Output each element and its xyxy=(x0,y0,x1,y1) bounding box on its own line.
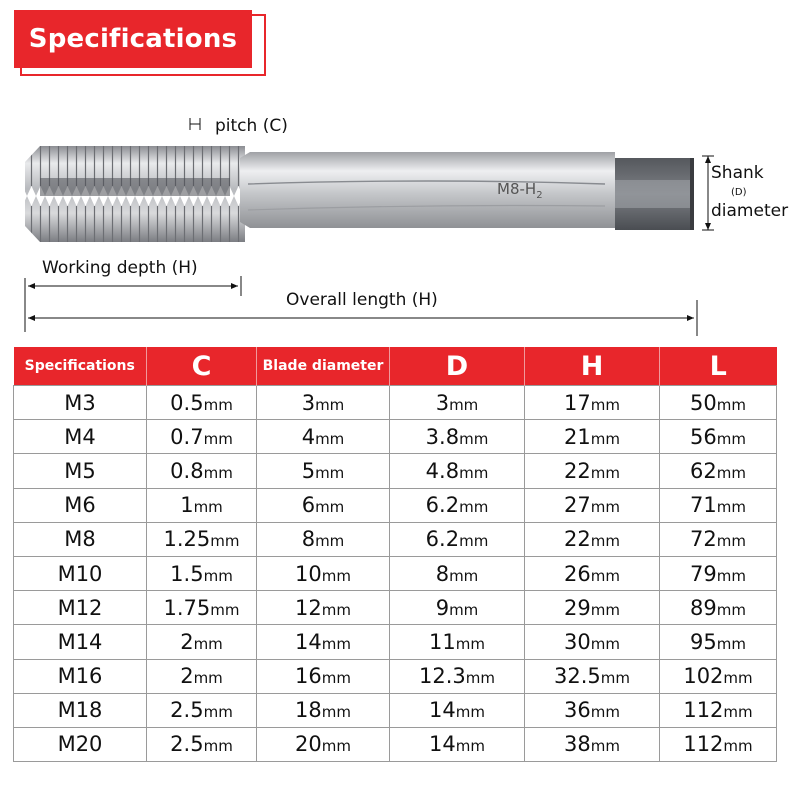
cell-blade-diameter xyxy=(257,556,390,590)
spec-table xyxy=(13,347,777,762)
cell-h xyxy=(525,522,660,556)
cell-blade-diameter xyxy=(257,488,390,522)
cell-unit: mm xyxy=(455,737,485,756)
cell-unit: mm xyxy=(449,566,479,585)
cell-value: 12.3 xyxy=(419,664,466,689)
cell-value: 4.8 xyxy=(425,458,460,483)
cell-value: 62 xyxy=(690,458,717,483)
cell-value: 1.75 xyxy=(163,595,211,620)
cell-unit: mm xyxy=(193,669,223,688)
cell-value: M5 xyxy=(64,458,96,483)
cell-value: 6.2 xyxy=(425,493,460,518)
cell-value: 11 xyxy=(429,629,456,654)
header-d: D xyxy=(390,347,525,386)
cell-c xyxy=(147,556,257,590)
cell-spec xyxy=(14,659,147,693)
cell-blade-diameter xyxy=(257,420,390,454)
table-row xyxy=(14,454,777,488)
cell-blade-diameter xyxy=(257,454,390,488)
cell-unit: mm xyxy=(590,566,620,585)
cell-value: 2.5 xyxy=(170,732,204,757)
cell-value: 6 xyxy=(301,493,316,518)
header-c: C xyxy=(147,347,257,386)
cell-value: 56 xyxy=(690,424,717,449)
cell-unit: mm xyxy=(315,429,345,448)
cell-h xyxy=(525,488,660,522)
cell-h xyxy=(525,556,660,590)
cell-unit: mm xyxy=(459,429,489,448)
cell-value: M3 xyxy=(64,390,96,415)
cell-unit: mm xyxy=(315,532,345,551)
cell-l xyxy=(660,659,777,693)
cell-c xyxy=(147,693,257,727)
cell-value: M8 xyxy=(64,527,96,552)
cell-unit: mm xyxy=(210,600,240,619)
cell-blade-diameter xyxy=(257,386,390,420)
cell-unit: mm xyxy=(590,737,620,756)
cell-blade-diameter xyxy=(257,591,390,625)
cell-value: 5 xyxy=(301,458,316,483)
cell-unit: mm xyxy=(203,566,233,585)
cell-d xyxy=(390,659,525,693)
cell-l xyxy=(660,625,777,659)
cell-l xyxy=(660,420,777,454)
overall-length-label: Overall length (H) xyxy=(286,290,438,310)
cell-value: 8 xyxy=(435,561,450,586)
cell-value: 17 xyxy=(564,390,591,415)
cell-value: 4 xyxy=(301,424,316,449)
cell-value: 12 xyxy=(295,595,322,620)
cell-unit: mm xyxy=(449,600,479,619)
cell-value: 0.7 xyxy=(170,424,204,449)
cell-d xyxy=(390,727,525,761)
cell-blade-diameter xyxy=(257,693,390,727)
cell-value: M18 xyxy=(57,698,103,723)
cell-value: 6.2 xyxy=(425,527,460,552)
cell-blade-diameter xyxy=(257,522,390,556)
cell-unit: mm xyxy=(315,395,345,414)
cell-unit: mm xyxy=(465,669,495,688)
cell-unit: mm xyxy=(449,395,479,414)
header-blade-diameter: Blade diameter xyxy=(257,347,390,386)
cell-unit: mm xyxy=(321,600,351,619)
cell-value: 1.25 xyxy=(163,527,211,552)
table-row xyxy=(14,420,777,454)
cell-value: 2 xyxy=(180,629,194,654)
cell-unit: mm xyxy=(459,532,489,551)
cell-l xyxy=(660,386,777,420)
cell-spec xyxy=(14,420,147,454)
cell-value: 29 xyxy=(564,595,591,620)
cell-unit: mm xyxy=(315,463,345,482)
cell-value: 0.5 xyxy=(170,390,204,415)
cell-value: 9 xyxy=(435,595,450,620)
tap-shaft xyxy=(240,152,615,228)
pitch-marker xyxy=(190,118,200,130)
cell-h xyxy=(525,625,660,659)
cell-value: 38 xyxy=(564,732,591,757)
cell-spec xyxy=(14,488,147,522)
cell-h xyxy=(525,454,660,488)
cell-value: 36 xyxy=(564,698,591,723)
cell-spec xyxy=(14,522,147,556)
table-row xyxy=(14,727,777,761)
cell-c xyxy=(147,420,257,454)
cell-unit: mm xyxy=(193,498,223,517)
cell-unit: mm xyxy=(193,634,223,653)
cell-unit: mm xyxy=(203,463,233,482)
cell-unit: mm xyxy=(321,566,351,585)
cell-unit: mm xyxy=(590,532,620,551)
tap-diagram xyxy=(0,100,800,345)
cell-value: M14 xyxy=(57,629,103,654)
cell-unit: mm xyxy=(203,395,233,414)
cell-l xyxy=(660,693,777,727)
cell-unit: mm xyxy=(590,395,620,414)
cell-c xyxy=(147,727,257,761)
cell-value: 27 xyxy=(564,493,591,518)
shank-label: Shank xyxy=(711,163,764,183)
cell-value: 79 xyxy=(690,561,717,586)
cell-unit: mm xyxy=(716,634,746,653)
cell-unit: mm xyxy=(590,498,620,517)
cell-unit: mm xyxy=(203,737,233,756)
cell-spec xyxy=(14,727,147,761)
cell-value: 21 xyxy=(564,424,591,449)
cell-value: 102 xyxy=(683,664,724,689)
cell-c xyxy=(147,386,257,420)
cell-value: 14 xyxy=(429,732,456,757)
cell-value: 32.5 xyxy=(554,664,601,689)
cell-value: 3 xyxy=(301,390,316,415)
cell-spec xyxy=(14,693,147,727)
cell-unit: mm xyxy=(321,669,351,688)
cell-value: 71 xyxy=(690,493,717,518)
table-row xyxy=(14,386,777,420)
thread-section xyxy=(25,146,245,242)
cell-d xyxy=(390,454,525,488)
cell-unit: mm xyxy=(455,703,485,722)
cell-value: M6 xyxy=(64,493,96,518)
cell-unit: mm xyxy=(716,395,746,414)
page-title: Specifications xyxy=(14,10,252,68)
cell-l xyxy=(660,488,777,522)
cell-value: 16 xyxy=(295,664,322,689)
cell-unit: mm xyxy=(203,429,233,448)
cell-value: 8 xyxy=(301,527,316,552)
cell-unit: mm xyxy=(723,669,753,688)
cell-l xyxy=(660,454,777,488)
cell-unit: mm xyxy=(600,669,630,688)
cell-value: M10 xyxy=(57,561,103,586)
cell-unit: mm xyxy=(321,737,351,756)
cell-l xyxy=(660,522,777,556)
table-row xyxy=(14,591,777,625)
cell-unit: mm xyxy=(590,703,620,722)
cell-spec xyxy=(14,625,147,659)
table-row xyxy=(14,659,777,693)
cell-unit: mm xyxy=(723,703,753,722)
cell-d xyxy=(390,591,525,625)
cell-value: 1.5 xyxy=(170,561,204,586)
cell-value: 20 xyxy=(295,732,322,757)
cell-l xyxy=(660,591,777,625)
table-row xyxy=(14,693,777,727)
cell-value: 95 xyxy=(690,629,717,654)
cell-value: M16 xyxy=(57,664,103,689)
header-l: L xyxy=(660,347,777,386)
cell-h xyxy=(525,727,660,761)
cell-value: 22 xyxy=(564,458,591,483)
cell-c xyxy=(147,625,257,659)
cell-value: M12 xyxy=(57,595,103,620)
cell-value: 26 xyxy=(564,561,591,586)
table-row xyxy=(14,556,777,590)
table-row xyxy=(14,625,777,659)
cell-value: 3.8 xyxy=(425,424,460,449)
cell-d xyxy=(390,522,525,556)
pitch-label: pitch (C) xyxy=(215,116,288,136)
cell-value: 89 xyxy=(690,595,717,620)
cell-c xyxy=(147,522,257,556)
cell-unit: mm xyxy=(716,498,746,517)
working-depth-dimension xyxy=(25,276,241,332)
cell-d xyxy=(390,420,525,454)
cell-value: 22 xyxy=(564,527,591,552)
cell-value: 30 xyxy=(564,629,591,654)
cell-value: 14 xyxy=(429,698,456,723)
cell-c xyxy=(147,659,257,693)
table-header-row xyxy=(14,347,777,386)
cell-unit: mm xyxy=(459,463,489,482)
cell-value: 14 xyxy=(295,629,322,654)
cell-unit: mm xyxy=(321,703,351,722)
cell-value: 3 xyxy=(435,390,450,415)
header-h: H xyxy=(525,347,660,386)
shank-d-label: (D) xyxy=(731,187,747,198)
working-depth-label: Working depth (H) xyxy=(42,258,198,278)
cell-l xyxy=(660,727,777,761)
cell-c xyxy=(147,591,257,625)
cell-unit: mm xyxy=(210,532,240,551)
square-drive xyxy=(615,158,694,230)
diameter-label: diameter xyxy=(711,201,789,221)
cell-d xyxy=(390,693,525,727)
cell-spec xyxy=(14,591,147,625)
cell-d xyxy=(390,488,525,522)
cell-value: 10 xyxy=(295,561,322,586)
cell-value: 0.8 xyxy=(170,458,204,483)
cell-blade-diameter xyxy=(257,625,390,659)
cell-value: M20 xyxy=(57,732,103,757)
cell-h xyxy=(525,420,660,454)
cell-unit: mm xyxy=(716,600,746,619)
cell-unit: mm xyxy=(723,737,753,756)
header-specifications: Specifications xyxy=(14,347,147,386)
cell-h xyxy=(525,693,660,727)
cell-unit: mm xyxy=(455,634,485,653)
cell-value: 72 xyxy=(690,527,717,552)
cell-spec xyxy=(14,386,147,420)
cell-unit: mm xyxy=(590,600,620,619)
cell-unit: mm xyxy=(590,463,620,482)
cell-value: 1 xyxy=(180,493,194,518)
table-row xyxy=(14,488,777,522)
cell-value: 18 xyxy=(295,698,322,723)
cell-l xyxy=(660,556,777,590)
table-body xyxy=(14,386,777,762)
cell-unit: mm xyxy=(459,498,489,517)
cell-unit: mm xyxy=(315,498,345,517)
cell-blade-diameter xyxy=(257,659,390,693)
cell-unit: mm xyxy=(716,463,746,482)
cell-unit: mm xyxy=(590,429,620,448)
cell-unit: mm xyxy=(716,429,746,448)
cell-value: 112 xyxy=(683,732,724,757)
cell-value: 112 xyxy=(683,698,724,723)
cell-d xyxy=(390,556,525,590)
cell-c xyxy=(147,454,257,488)
cell-unit: mm xyxy=(716,532,746,551)
cell-value: M4 xyxy=(64,424,96,449)
tool-marking: $M8-H_2$ xyxy=(497,180,543,201)
cell-spec xyxy=(14,556,147,590)
cell-d xyxy=(390,625,525,659)
cell-value: 2.5 xyxy=(170,698,204,723)
cell-unit: mm xyxy=(321,634,351,653)
cell-unit: mm xyxy=(590,634,620,653)
cell-unit: mm xyxy=(203,703,233,722)
cell-unit: mm xyxy=(716,566,746,585)
cell-h xyxy=(525,659,660,693)
cell-h xyxy=(525,386,660,420)
cell-h xyxy=(525,591,660,625)
cell-blade-diameter xyxy=(257,727,390,761)
cell-d xyxy=(390,386,525,420)
cell-value: 2 xyxy=(180,664,194,689)
table-row xyxy=(14,522,777,556)
cell-c xyxy=(147,488,257,522)
cell-spec xyxy=(14,454,147,488)
cell-value: 50 xyxy=(690,390,717,415)
